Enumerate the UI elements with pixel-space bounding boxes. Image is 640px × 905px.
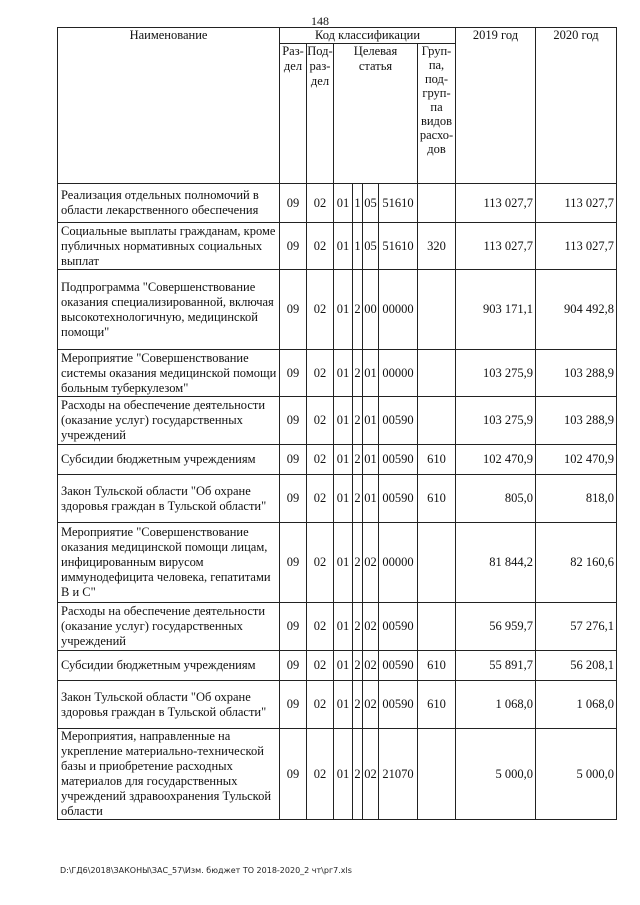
row-direction: 00590: [379, 603, 418, 651]
table-row: [58, 184, 617, 223]
table-row: [58, 270, 617, 350]
row-event: 01: [363, 350, 379, 397]
row-direction: 00590: [379, 651, 418, 681]
row-section: 09: [280, 523, 307, 603]
row-subsection: 02: [307, 523, 334, 603]
row-name: Субсидии бюджетным учреждениям: [58, 651, 280, 681]
row-name: Мероприятие "Совершенствование оказания медицинской помощи лицам, инфицированным вирусом иммунодефицита человека, гепатитами В и С": [58, 523, 280, 603]
row-section: 09: [280, 184, 307, 223]
row-subprogram: 2: [353, 681, 363, 729]
row-subsection: 02: [307, 270, 334, 350]
row-subsection: 02: [307, 397, 334, 445]
row-name: Мероприятия, направленные на укрепление материально-технической базы и приобретение расходных материалов для государственных учреждений здравоохранения Тульской области: [58, 729, 280, 820]
row-direction: 21070: [379, 729, 418, 820]
row-name: Мероприятие "Совершенствование системы оказания медицинской помощи больным туберкулезом": [58, 350, 280, 397]
row-program: 01: [334, 350, 353, 397]
row-value-2019: 103 275,9: [456, 350, 536, 397]
row-program: 01: [334, 184, 353, 223]
row-name: Субсидии бюджетным учреждениям: [58, 445, 280, 475]
row-subprogram: 2: [353, 651, 363, 681]
row-value-2019: 55 891,7: [456, 651, 536, 681]
row-value-2020: 103 288,9: [536, 397, 617, 445]
row-direction: 00590: [379, 445, 418, 475]
row-direction: 51610: [379, 223, 418, 270]
row-subprogram: 2: [353, 350, 363, 397]
row-direction: 00000: [379, 350, 418, 397]
row-event: 01: [363, 475, 379, 523]
row-section: 09: [280, 729, 307, 820]
budget-table: [57, 27, 617, 820]
row-section: 09: [280, 681, 307, 729]
row-program: 01: [334, 729, 353, 820]
table-row: [58, 681, 617, 729]
row-subprogram: 1: [353, 223, 363, 270]
row-value-2019: 102 470,9: [456, 445, 536, 475]
row-expense-group: 610: [418, 475, 456, 523]
row-event: 01: [363, 445, 379, 475]
table-row: [58, 523, 617, 603]
row-expense-group: [418, 184, 456, 223]
row-subsection: 02: [307, 184, 334, 223]
row-value-2019: 1 068,0: [456, 681, 536, 729]
row-value-2020: 113 027,7: [536, 223, 617, 270]
row-value-2019: 81 844,2: [456, 523, 536, 603]
row-expense-group: 610: [418, 651, 456, 681]
row-expense-group: [418, 270, 456, 350]
row-subprogram: 2: [353, 523, 363, 603]
table-row: [58, 603, 617, 651]
row-subprogram: 2: [353, 603, 363, 651]
row-value-2019: 113 027,7: [456, 184, 536, 223]
row-section: 09: [280, 397, 307, 445]
row-expense-group: [418, 350, 456, 397]
row-program: 01: [334, 603, 353, 651]
row-direction: 00000: [379, 270, 418, 350]
table-row: [58, 475, 617, 523]
row-value-2020: 5 000,0: [536, 729, 617, 820]
row-direction: 00000: [379, 523, 418, 603]
header-target-article: Целевая статья: [334, 44, 418, 184]
row-expense-group: 610: [418, 445, 456, 475]
row-name: Реализация отдельных полномочий в области лекарственного обеспечения: [58, 184, 280, 223]
row-event: 02: [363, 681, 379, 729]
row-direction: 00590: [379, 397, 418, 445]
table-row: [58, 729, 617, 820]
row-subsection: 02: [307, 350, 334, 397]
row-event: 00: [363, 270, 379, 350]
row-subprogram: 2: [353, 475, 363, 523]
row-event: 02: [363, 651, 379, 681]
row-expense-group: 610: [418, 681, 456, 729]
header-name: Наименование: [58, 28, 280, 184]
row-section: 09: [280, 603, 307, 651]
row-program: 01: [334, 270, 353, 350]
row-name: Закон Тульской области "Об охране здоровья граждан в Тульской области": [58, 475, 280, 523]
table-row: [58, 397, 617, 445]
row-value-2020: 57 276,1: [536, 603, 617, 651]
header-year-2020: 2020 год: [536, 28, 617, 184]
header-classification: Код классификации: [280, 28, 456, 44]
row-subsection: 02: [307, 651, 334, 681]
page-number: 148: [311, 14, 329, 28]
row-section: 09: [280, 350, 307, 397]
row-section: 09: [280, 270, 307, 350]
row-program: 01: [334, 475, 353, 523]
row-direction: 00590: [379, 475, 418, 523]
row-name: Закон Тульской области "Об охране здоровья граждан в Тульской области": [58, 681, 280, 729]
row-expense-group: [418, 729, 456, 820]
row-expense-group: [418, 523, 456, 603]
row-subsection: 02: [307, 603, 334, 651]
row-direction: 51610: [379, 184, 418, 223]
row-program: 01: [334, 523, 353, 603]
row-program: 01: [334, 651, 353, 681]
table-row: [58, 223, 617, 270]
row-value-2020: 103 288,9: [536, 350, 617, 397]
row-event: 01: [363, 397, 379, 445]
row-name: Социальные выплаты гражданам, кроме публичных нормативных социальных выплат: [58, 223, 280, 270]
row-section: 09: [280, 475, 307, 523]
row-direction: 00590: [379, 681, 418, 729]
row-event: 02: [363, 603, 379, 651]
table-row: [58, 445, 617, 475]
footer-file-path: D:\ГД6\2018\ЗАКОНЫ\ЗАС_57\Изм. бюджет ТО 2018-2020_2 чт\рг7.xls: [60, 866, 352, 875]
row-expense-group: 320: [418, 223, 456, 270]
row-event: 02: [363, 729, 379, 820]
row-program: 01: [334, 397, 353, 445]
row-subprogram: 2: [353, 397, 363, 445]
row-subsection: 02: [307, 681, 334, 729]
row-value-2020: 818,0: [536, 475, 617, 523]
row-subsection: 02: [307, 445, 334, 475]
row-value-2019: 56 959,7: [456, 603, 536, 651]
row-program: 01: [334, 681, 353, 729]
table-row: [58, 651, 617, 681]
row-subprogram: 1: [353, 184, 363, 223]
row-value-2019: 103 275,9: [456, 397, 536, 445]
row-value-2020: 904 492,8: [536, 270, 617, 350]
row-value-2020: 113 027,7: [536, 184, 617, 223]
header-expense-group: Груп- па, под- груп- па видов расхо- дов: [418, 44, 456, 184]
row-event: 05: [363, 184, 379, 223]
row-value-2020: 1 068,0: [536, 681, 617, 729]
row-value-2020: 56 208,1: [536, 651, 617, 681]
row-name: Расходы на обеспечение деятельности (оказание услуг) государственных учреждений: [58, 397, 280, 445]
header-subsection: Под- раз- дел: [307, 44, 334, 184]
row-subprogram: 2: [353, 445, 363, 475]
row-event: 02: [363, 523, 379, 603]
row-event: 05: [363, 223, 379, 270]
row-value-2019: 805,0: [456, 475, 536, 523]
row-value-2019: 113 027,7: [456, 223, 536, 270]
table-body: [58, 184, 617, 820]
row-name: Подпрограмма "Совершенствование оказания специализированной, включая высокотехнологичную, медицинской помощи": [58, 270, 280, 350]
header-year-2019: 2019 год: [456, 28, 536, 184]
row-subsection: 02: [307, 223, 334, 270]
row-name: Расходы на обеспечение деятельности (оказание услуг) государственных учреждений: [58, 603, 280, 651]
row-value-2020: 82 160,6: [536, 523, 617, 603]
row-program: 01: [334, 445, 353, 475]
row-section: 09: [280, 651, 307, 681]
row-expense-group: [418, 603, 456, 651]
row-section: 09: [280, 445, 307, 475]
row-section: 09: [280, 223, 307, 270]
row-value-2019: 903 171,1: [456, 270, 536, 350]
row-value-2020: 102 470,9: [536, 445, 617, 475]
row-program: 01: [334, 223, 353, 270]
table-row: [58, 350, 617, 397]
row-value-2019: 5 000,0: [456, 729, 536, 820]
row-expense-group: [418, 397, 456, 445]
row-subsection: 02: [307, 475, 334, 523]
row-subprogram: 2: [353, 270, 363, 350]
row-subprogram: 2: [353, 729, 363, 820]
row-subsection: 02: [307, 729, 334, 820]
header-section: Раз- дел: [280, 44, 307, 184]
